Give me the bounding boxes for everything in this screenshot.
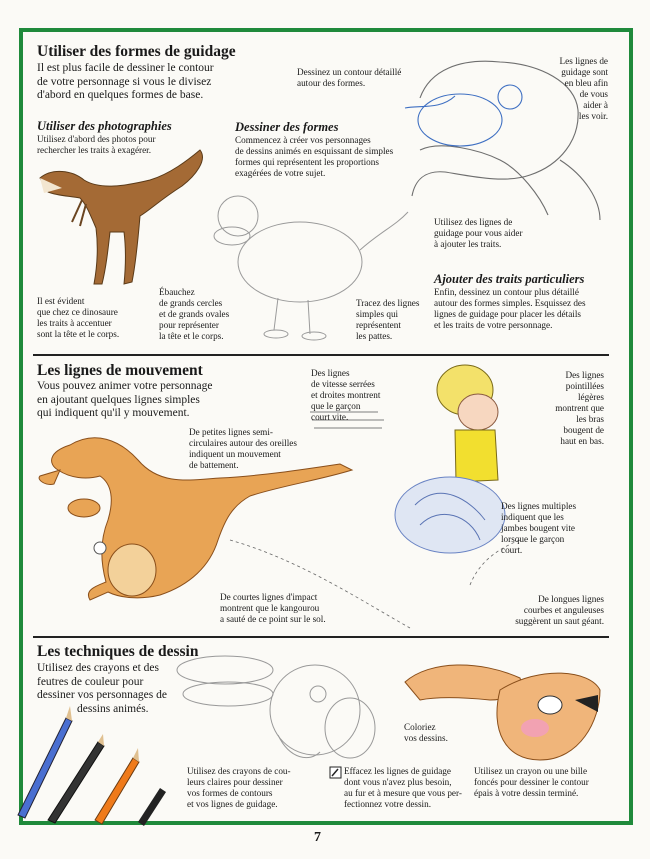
- caption-guide-lines: Utilisez des lignes de guidage pour vous aider à ajouter les traits.: [434, 217, 523, 249]
- caption-light-pencils: Utilisez des crayons de cou- leurs claires pour dessiner vos formes de contours et vos lignes de guidage.: [187, 766, 291, 809]
- caption-impact-lines: De courtes lignes d'impact montrent que le kangourou a sauté de ce point sur le sol.: [220, 592, 326, 624]
- caption-multiple-lines: Des lignes multiples indiquent que les jambes bougent vite lorsque le garçon court.: [501, 501, 577, 555]
- photos-heading: Utiliser des photographies: [37, 119, 172, 133]
- details-text: Enfin, dessinez un contour plus détaillé autour des formes simples. Esquissez des lignes de guidage pour placer les détails et les traits de votre personnage.: [434, 287, 586, 330]
- section-divider-2: [33, 636, 609, 638]
- section2-title: Les lignes de mouvement: [37, 362, 203, 379]
- section1-title: Utiliser des formes de guidage: [37, 43, 236, 60]
- caption-jump-lines: De longues lignes courbes et anguleuses suggèrent un saut géant.: [515, 594, 604, 626]
- caption-blue-lines: Les lignes de guidage sont en bleu afin de vous aider à les voir.: [559, 56, 608, 121]
- rabbit-colored: [405, 665, 600, 760]
- caption-contour: Dessinez un contour détaillé autour des formes.: [297, 67, 402, 88]
- draw-shapes-text: Commencez à créer vos personnages de dessins animés en esquissant de simples formes qui représentent les proportions exagérées de votre sujet.: [235, 135, 394, 178]
- pencils: [18, 706, 166, 826]
- section1-intro: Il est plus facile de dessiner le contour de votre personnage si vous le divisez d'abord en quelques formes de base.: [37, 62, 214, 101]
- photos-text: Utilisez d'abord des photos pour rechercher les traits à exagérer.: [37, 134, 156, 155]
- caption-legs: Tracez des lignes simples qui représentent les pattes.: [356, 298, 420, 341]
- rabbit-sketch: [177, 656, 375, 758]
- caption-speed-lines: Des lignes de vitesse serrées et droites montrent que le garçon court vite.: [311, 368, 381, 422]
- caption-color: Coloriez vos dessins.: [404, 722, 448, 743]
- caption-ears: De petites lignes semi- circulaires autour des oreilles indiquent un mouvement de battement.: [189, 427, 297, 470]
- caption-dark-pen: Utilisez un crayon ou une bille foncés pour dessiner le contour épais à votre dessin terminé.: [474, 766, 589, 798]
- page-number: 7: [314, 830, 321, 845]
- caption-dinosaur: Il est évident que chez ce dinosaure les traits à accentuer sont la tête et le corps.: [37, 296, 120, 339]
- section-divider: [33, 354, 609, 356]
- section2-intro: Vous pouvez animer votre personnage en ajoutant quelques lignes simples qui indiquent qu'il y mouvement.: [37, 380, 213, 419]
- dinosaur-photo: [40, 150, 202, 284]
- caption-circles: Ébauchez de grands cercles et de grands ovales pour représenter la tête et le corps.: [159, 287, 230, 341]
- details-heading: Ajouter des traits particuliers: [434, 272, 585, 286]
- section3-intro: Utilisez des crayons et des feutres de couleur pour dessiner vos personnages de dessins animés.: [37, 662, 167, 715]
- caption-erase: Effacez les lignes de guidage dont vous n'avez plus besoin, au fur et à mesure que vous per- fectionnez votre dessin.: [344, 766, 462, 809]
- caption-dotted-lines: Des lignes pointillées légères montrent que les bras bougent de haut en bas.: [555, 370, 604, 446]
- draw-shapes-heading: Dessiner des formes: [235, 120, 339, 134]
- section3-title: Les techniques de dessin: [37, 643, 199, 660]
